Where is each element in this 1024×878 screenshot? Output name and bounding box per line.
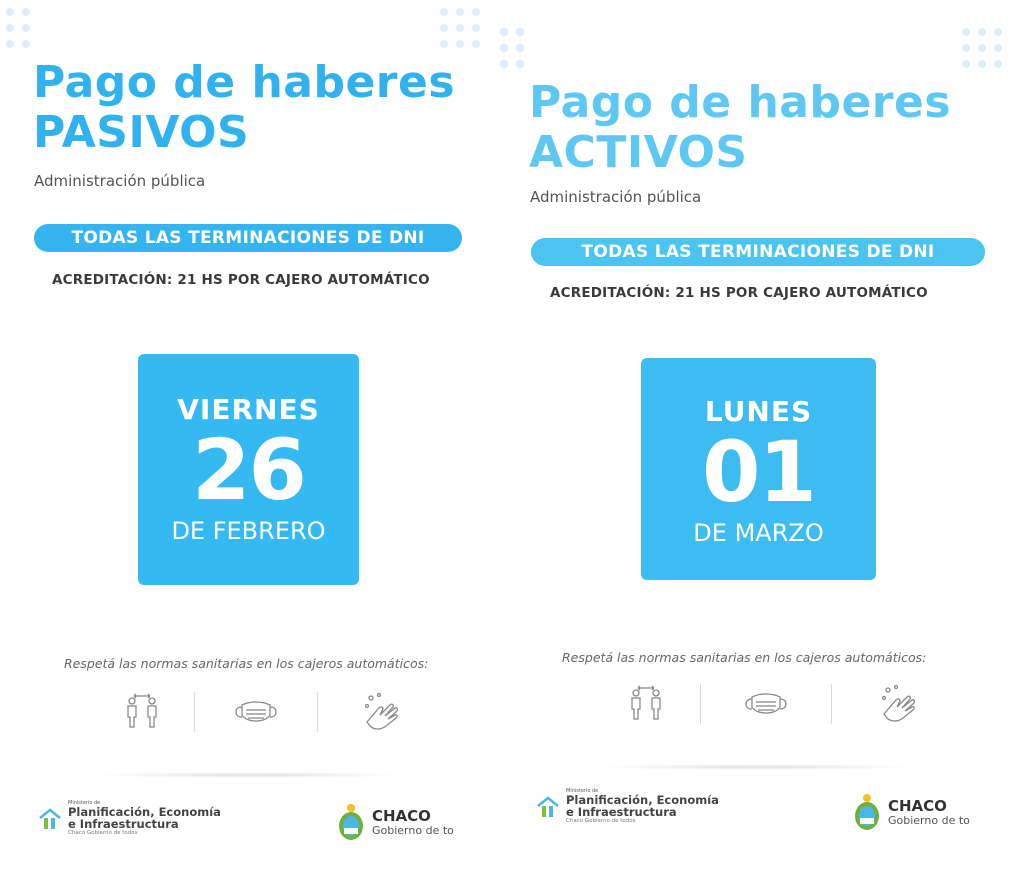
title	[529, 78, 951, 178]
ministry-tagline: Chaco Gobierno de todos	[68, 830, 138, 836]
right-flyer	[500, 0, 1024, 878]
decor-dots	[500, 28, 524, 68]
ministry-prefix: Ministerio de	[68, 800, 101, 806]
shadow-divider	[90, 772, 410, 778]
health-norms-text: Respetá las normas sanitarias en los cajeros automáticos:	[562, 650, 927, 665]
health-icons	[592, 684, 968, 724]
title-line1: Pago de haberes	[529, 77, 952, 128]
day-number: 26	[192, 421, 305, 519]
title	[33, 58, 455, 158]
dni-pill: TODAS LAS TERMINACIONES DE DNI	[34, 224, 462, 252]
ministry-logo	[536, 788, 719, 825]
title-line1: Pago de haberes	[33, 57, 456, 108]
chaco-sub: Gobierno de to	[372, 823, 454, 837]
dni-pill: TODAS LAS TERMINACIONES DE DNI	[531, 238, 985, 266]
province-shield-icon	[852, 792, 882, 832]
face-mask-icon	[195, 692, 317, 732]
title-line2: PASIVOS	[33, 107, 250, 158]
health-norms-text: Respetá las normas sanitarias en los cajeros automáticos:	[64, 656, 429, 671]
chaco-sub: Gobierno de to	[888, 813, 970, 827]
hand-washing-icon	[832, 684, 968, 724]
shadow-divider	[592, 764, 922, 770]
health-icons	[90, 692, 448, 732]
ministry-line2: e Infraestructura	[566, 805, 677, 819]
day-number: 01	[702, 423, 815, 521]
left-flyer	[0, 0, 500, 878]
chaco-name: CHACO	[888, 796, 947, 815]
social-distance-icon	[90, 692, 194, 732]
face-mask-icon	[701, 684, 831, 724]
weekday: LUNES	[704, 395, 813, 428]
house-logo-icon	[38, 807, 62, 831]
subtitle: Administración pública	[34, 172, 206, 190]
ministry-logo	[38, 800, 221, 837]
ministry-line1: Planificación, Economía	[68, 805, 221, 819]
month: DE MARZO	[693, 519, 824, 547]
accreditation-text: ACREDITACIÓN: 21 HS POR CAJERO AUTOMÁTICO	[52, 272, 430, 288]
date-box	[138, 354, 359, 585]
date-box	[641, 358, 876, 580]
social-distance-icon	[592, 684, 700, 724]
ministry-line2: e Infraestructura	[68, 817, 179, 831]
ministry-line1: Planificación, Economía	[566, 793, 719, 807]
ministry-prefix: Ministerio de	[566, 788, 599, 794]
province-shield-icon	[336, 802, 366, 842]
decor-dots	[6, 8, 30, 48]
house-logo-icon	[536, 795, 560, 819]
chaco-logo	[336, 802, 454, 842]
month: DE FEBRERO	[171, 517, 326, 545]
decor-dots	[440, 8, 480, 48]
title-line2: ACTIVOS	[529, 127, 748, 178]
hand-washing-icon	[318, 692, 448, 732]
decor-dots	[962, 28, 1002, 68]
subtitle: Administración pública	[530, 188, 702, 206]
chaco-name: CHACO	[372, 806, 431, 825]
accreditation-text: ACREDITACIÓN: 21 HS POR CAJERO AUTOMÁTICO	[550, 285, 928, 301]
chaco-logo	[852, 792, 970, 832]
weekday: VIERNES	[177, 393, 320, 426]
ministry-tagline: Chaco Gobierno de todos	[566, 818, 636, 824]
